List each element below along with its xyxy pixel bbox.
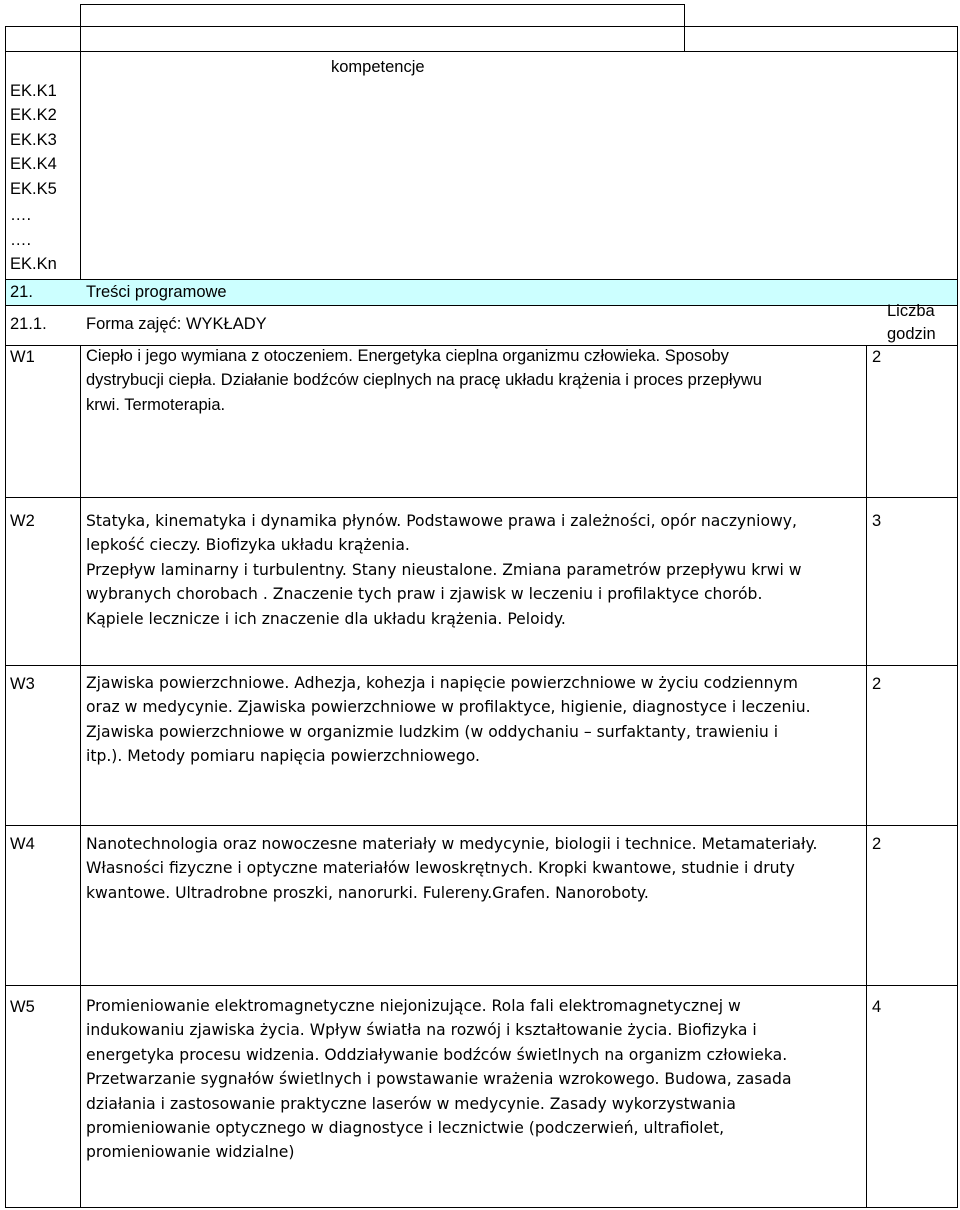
- column-divider: [80, 4, 81, 279]
- row-divider: [5, 665, 958, 666]
- column-divider: [684, 4, 685, 51]
- hours-header: godzin: [887, 325, 936, 343]
- hours-header: Liczba: [887, 302, 935, 320]
- row-divider: [5, 497, 958, 498]
- lecture-line: Statyka, kinematyka i dynamika płynów. Podstawowe prawa i zależności, opór naczyniowy,: [86, 512, 797, 530]
- lecture-code: W1: [10, 348, 35, 366]
- subsection-number: 21.1.: [10, 315, 47, 333]
- row-divider: [5, 51, 958, 52]
- lecture-line: Własności fizyczne i optyczne materiałów lewoskrętnych. Kropki kwantowe, studnie i druty: [86, 859, 795, 878]
- lecture-line: kwantowe. Ultradrobne proszki, nanorurki. Fulereny.Grafen. Nanoroboty.: [86, 883, 649, 902]
- lecture-line: promieniowanie widzialne): [86, 1143, 295, 1162]
- row-divider: [80, 4, 684, 5]
- lecture-line: Promieniowanie elektromagnetyczne niejonizujące. Rola fali elektromagnetycznej w: [86, 997, 741, 1015]
- ek-code: EK.K5: [10, 180, 57, 198]
- row-divider: [5, 279, 958, 280]
- lecture-code: W3: [10, 675, 35, 693]
- lecture-line: Przetwarzanie sygnałów świetlnych i powstawanie wrażenia wzrokowego. Budowa, zasada: [86, 1070, 792, 1089]
- ek-code: EK.K2: [10, 106, 57, 124]
- column-divider: [957, 26, 958, 1208]
- lecture-line: Zjawiska powierzchniowe. Adhezja, kohezja i napięcie powierzchniowe w życiu codziennym: [86, 674, 798, 692]
- ek-code: EK.Kn: [10, 255, 57, 273]
- lecture-line: Kąpiele lecznicze i ich znaczenie dla układu krążenia. Peloidy.: [86, 609, 566, 628]
- lecture-hours: 4: [872, 998, 882, 1016]
- lecture-line: działania i zastosowanie praktyczne laserów w medycynie. Zasady wykorzystwania: [86, 1094, 736, 1113]
- row-divider: [5, 26, 958, 27]
- section-title: Treści programowe: [86, 283, 227, 301]
- ek-code: EK.K3: [10, 131, 57, 149]
- lecture-content: [86, 994, 792, 1165]
- lecture-line: indukowaniu zjawiska życia. Wpływ światła na rozwój i kształtowanie życia. Biofizyka i: [86, 1021, 757, 1040]
- row-divider: [5, 985, 958, 986]
- lecture-content: [86, 671, 811, 769]
- lecture-line: wybranych chorobach . Znaczenie tych praw i zjawisk w leczeniu i profilaktyce chorób.: [86, 585, 763, 604]
- lecture-content: [86, 832, 817, 905]
- lecture-line: dystrybucji ciepła. Działanie bodźców cieplnych na pracę układu krążenia i proces przepływu: [86, 371, 762, 390]
- lecture-line: lepkość cieczy. Biofizyka układu krążenia.: [86, 536, 410, 555]
- lecture-line: krwi. Termoterapia.: [86, 395, 226, 414]
- subsection-title: Forma zajęć: WYKŁADY: [86, 315, 267, 333]
- row-divider: [5, 1207, 958, 1208]
- row-divider: [5, 825, 958, 826]
- lecture-hours: 2: [872, 675, 882, 693]
- ek-code: EK.K1: [10, 82, 57, 100]
- section-number: 21.: [10, 283, 33, 301]
- competences-label: kompetencje: [331, 58, 425, 76]
- lecture-hours: 2: [872, 835, 882, 853]
- lecture-content: [86, 509, 802, 631]
- lecture-hours: 2: [872, 348, 882, 366]
- column-divider: [866, 345, 867, 1207]
- column-divider: [80, 345, 81, 1207]
- lecture-line: itp.). Metody pomiaru napięcia powierzchniowego.: [86, 747, 480, 766]
- ek-code: ….: [10, 231, 32, 249]
- ek-code: EK.K4: [10, 155, 57, 173]
- lecture-line: Ciepło i jego wymiana z otoczeniem. Energetyka cieplna organizmu człowieka. Sposoby: [86, 347, 729, 365]
- ek-code: ….: [10, 206, 32, 224]
- column-divider: [5, 26, 6, 1208]
- lecture-line: Zjawiska powierzchniowe w organizmie ludzkim (w oddychaniu – surfaktanty, trawieniu i: [86, 722, 779, 741]
- lecture-line: oraz w medycynie. Zjawiska powierzchniowe w profilaktyce, higienie, diagnostyce i leczeniu.: [86, 698, 811, 717]
- lecture-line: Nanotechnologia oraz nowoczesne materiały w medycynie, biologii i technice. Metamateriały.: [86, 835, 818, 853]
- lecture-code: W2: [10, 512, 35, 530]
- lecture-line: promieniowanie optycznego w diagnostyce i lecznictwie (podczerwień, ultrafiolet,: [86, 1119, 725, 1138]
- lecture-hours: 3: [872, 512, 882, 530]
- lecture-code: W5: [10, 998, 35, 1016]
- lecture-code: W4: [10, 835, 35, 853]
- row-divider: [5, 305, 958, 306]
- lecture-line: energetyka procesu widzenia. Oddziaływanie bodźców świetlnych na organizm człowieka.: [86, 1045, 788, 1064]
- lecture-content: [86, 344, 762, 417]
- lecture-line: Przepływ laminarny i turbulentny. Stany nieustalone. Zmiana parametrów przepływu krwi w: [86, 560, 802, 579]
